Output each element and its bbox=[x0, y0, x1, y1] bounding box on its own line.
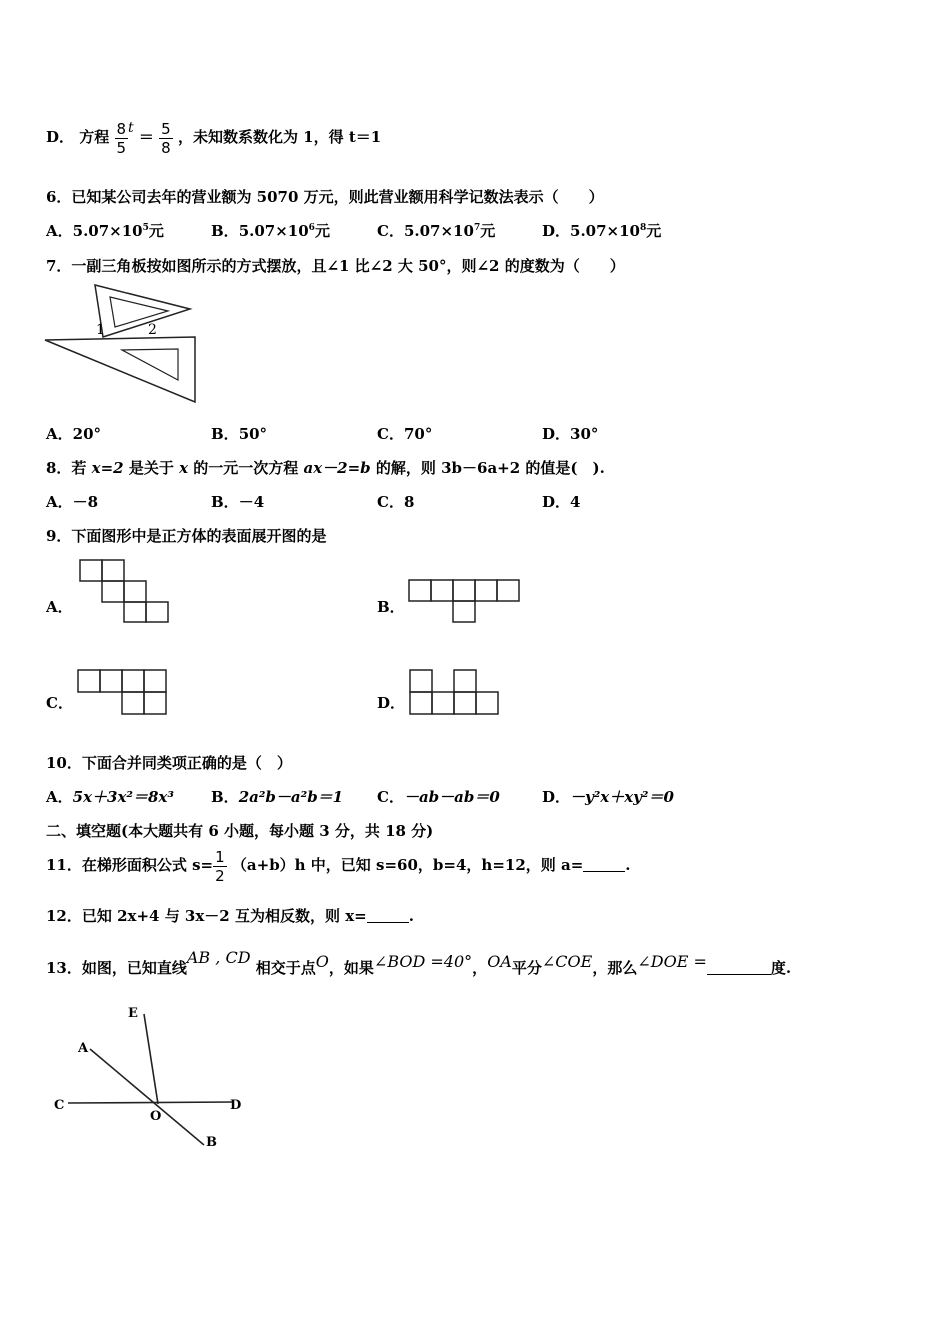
q6-option-d: D．$5.07\times 10^8$元 bbox=[542, 222, 662, 240]
q7-option-d: D．30° bbox=[542, 425, 599, 443]
option-label: D． bbox=[46, 128, 75, 146]
option-prefix: 方程 bbox=[79, 128, 110, 146]
q10-option-a: A．5x＋3x²＝8x³ bbox=[46, 788, 174, 806]
q7-option-b: B．50° bbox=[211, 425, 268, 443]
label-d: D bbox=[230, 1098, 242, 1113]
section-2-title: 二、填空题(本大题共有 6 小题，每小题 3 分，共 18 分) bbox=[46, 822, 434, 840]
angle-1-label: 1 bbox=[96, 322, 105, 338]
label-b: B bbox=[206, 1135, 217, 1150]
q6-option-a: A．$5.07\times 10^5$元 bbox=[46, 222, 164, 240]
q11-answer-blank[interactable] bbox=[583, 857, 625, 872]
fraction-8-5: $\frac{8}{5}$ bbox=[116, 119, 127, 157]
label-c: C bbox=[54, 1098, 65, 1113]
label-e: E bbox=[128, 1006, 138, 1021]
q7-stem: 7．一副三角板按如图所示的方式摆放，且∠1 比∠2 大 50°，则∠2 的度数为（ ） bbox=[46, 257, 625, 275]
q8-option-d: D．4 bbox=[542, 493, 581, 511]
line-cd bbox=[68, 1102, 234, 1103]
variable-t: t bbox=[128, 120, 134, 136]
ray-oe bbox=[144, 1014, 158, 1104]
q8-option-c: C．8 bbox=[377, 493, 415, 511]
q7-option-c: C．70° bbox=[377, 425, 433, 443]
q9-option-c-label: C． bbox=[46, 694, 73, 712]
q13-answer-blank[interactable] bbox=[707, 960, 771, 975]
q7-option-a: A．20° bbox=[46, 425, 102, 443]
q13-stem: 13．如图，已知直线AB , CD 相交于点O，如果∠BOD =40°，OA平分∠COE，那么∠DOE = 度. bbox=[46, 948, 792, 977]
q10-option-c: C．－ab－ab＝0 bbox=[377, 788, 500, 806]
lower-triangle bbox=[45, 337, 195, 402]
label-a: A bbox=[78, 1041, 89, 1056]
option-suffix: ，未知数系数化为 1，得 t＝1 bbox=[177, 128, 382, 146]
q9-net-a bbox=[78, 558, 170, 624]
q6-option-b: B．$5.07\times 10^6$元 bbox=[211, 222, 330, 240]
q6-option-c: C．$5.07\times 10^7$元 bbox=[377, 222, 496, 240]
line-ab bbox=[90, 1049, 204, 1145]
q13-lines-figure bbox=[48, 1000, 258, 1160]
q9-net-b bbox=[407, 578, 521, 624]
angle-2-label: 2 bbox=[148, 322, 157, 338]
q9-net-d bbox=[408, 668, 500, 716]
q9-option-a-label: A． bbox=[46, 598, 73, 616]
q9-net-c bbox=[76, 668, 170, 716]
q8-option-b: B．－4 bbox=[211, 493, 265, 511]
q11-stem: 11．在梯形面积公式 s= $\frac{1}{2}$ （a+b）h 中，已知 s=60，b=4，h=12，则 a= . bbox=[46, 847, 631, 885]
upper-triangle bbox=[95, 285, 190, 337]
q8-stem: 8．若 x=2 是关于 x 的一元一次方程 ax－2=b 的解，则 3b－6a+2 的值是( ). bbox=[46, 459, 605, 477]
q9-option-b-label: B． bbox=[377, 598, 405, 616]
q12-answer-blank[interactable] bbox=[367, 908, 409, 923]
fraction-1-2: $\frac{1}{2}$ bbox=[215, 847, 225, 885]
q10-stem: 10．下面合并同类项正确的是（ ） bbox=[46, 754, 292, 772]
q9-option-d-label: D． bbox=[377, 694, 406, 712]
q8-option-a: A．－8 bbox=[46, 493, 99, 511]
q5-option-d bbox=[46, 104, 382, 157]
q9-stem: 9．下面图形中是正方体的表面展开图的是 bbox=[46, 527, 327, 545]
equals-sign: ＝ bbox=[138, 128, 154, 146]
q10-option-d: D．－y²x＋xy²＝0 bbox=[542, 788, 674, 806]
q12-stem: 12．已知 2x+4 与 3x－2 互为相反数，则 x= . bbox=[46, 907, 414, 925]
q10-option-b: B．2a²b－a²b＝1 bbox=[211, 788, 344, 806]
fraction-5-8: $\frac{5}{8}$ bbox=[161, 119, 171, 157]
q6-stem: 6．已知某公司去年的营业额为 5070 万元，则此营业额用科学记数法表示（ ） bbox=[46, 188, 604, 206]
label-o: O bbox=[150, 1109, 162, 1124]
q7-triangle-figure bbox=[40, 282, 210, 407]
